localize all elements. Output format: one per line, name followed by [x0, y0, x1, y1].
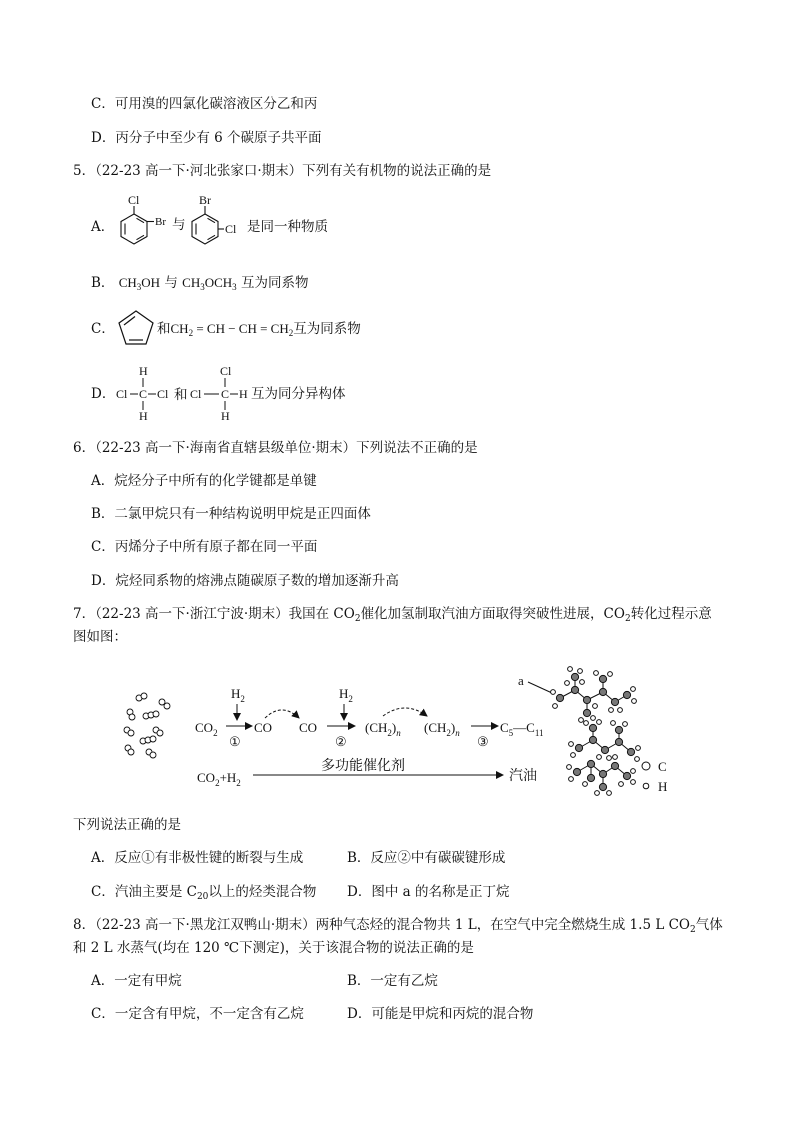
gasoline-molecules [551, 667, 641, 796]
q6-option-c: C．丙烯分子中所有原子都在同一平面 [91, 539, 318, 555]
svg-text:C: C [658, 759, 667, 774]
svg-text:C: C [221, 387, 230, 401]
q5-c-suffix: 互为同系物 [293, 321, 361, 337]
q5-option-c-text [157, 319, 361, 343]
q5-a-mol2-cl: Cl [225, 222, 237, 236]
q5-a-mid: 与 [172, 217, 186, 233]
q5-option-c-label: C． [91, 321, 115, 337]
q5-b-mid: 与 [164, 275, 178, 291]
q8-stem-line1: 8．（22-23 高一下·黑龙江双鸭山·期末）两种气态烃的混合物共 1 L，在空气中完全燃烧生成 1.5 L $CO_2$气体 [73, 917, 723, 935]
q5-c-formula: $CH_2$ = CH − CH = $CH_2$ [170, 321, 294, 338]
q5-option-a-text: 是同一种物质 [247, 219, 328, 235]
q6-stem: 6．（22-23 高一下·海南省直辖县级单位·期末）下列说法不正确的是 [73, 440, 478, 456]
svg-text:②: ② [335, 734, 347, 749]
svg-text:CO2+H2: $CO_2+H_2$ [197, 770, 241, 788]
svg-text:Cl: Cl [116, 387, 128, 401]
q7-lead: 下列说法正确的是 [73, 817, 181, 833]
q5-c-mid: 和 [157, 321, 171, 337]
cyclopentadiene-ring [114, 306, 158, 350]
q5-option-a-structures [112, 192, 252, 256]
co2-h2-molecules [124, 693, 170, 758]
svg-text:H2: $H_2$ [339, 686, 353, 704]
svg-text:H: H [139, 364, 148, 378]
q5-b-label: B． [91, 275, 115, 291]
svg-text:和: 和 [174, 387, 188, 403]
svg-text:H: H [239, 387, 248, 401]
svg-text:C: C [139, 387, 148, 401]
q4-option-d: D．丙分子中至少有 6 个碳原子共平面 [91, 130, 322, 146]
q7-option-d: D．图中 a 的名称是正丁烷 [347, 884, 510, 900]
q5-stem: 5．（22-23 高一下·河北张家口·期末）下列有关有机物的说法正确的是 [73, 163, 492, 179]
q5-option-d-label: D． [91, 386, 116, 402]
svg-text:汽油: 汽油 [509, 768, 537, 784]
q6-option-d: D．烷烃同系物的熔沸点随碳原子数的增加逐渐升高 [91, 573, 399, 589]
q5-option-a-label: A． [91, 219, 115, 235]
svg-text:Cl: Cl [157, 387, 169, 401]
q7-option-a: A．反应①有非极性键的断裂与生成 [91, 850, 304, 866]
benzene-ring-2 [192, 206, 224, 244]
svg-text:Cl: Cl [220, 364, 232, 378]
svg-text:多功能催化剂: 多功能催化剂 [321, 758, 405, 774]
svg-text:H: H [658, 779, 668, 794]
q5-b-text: 互为同系物 [240, 275, 309, 291]
q8-stem-line2: 和 2 L 水蒸气(均在 120 ℃下测定)，关于该混合物的说法正确的是 [73, 940, 474, 956]
overall-reaction [197, 757, 537, 788]
carbon-legend-icon [642, 762, 650, 770]
q5-a-mol1-cl: Cl [128, 193, 140, 207]
q5-b-formula-1: $CH_3OH$ [118, 275, 161, 292]
q5-option-b [91, 273, 308, 297]
svg-text:CO: CO [254, 720, 273, 735]
q7-stem-line1: 7．（22-23 高一下·浙江宁波·期末）我国在 $CO_2$催化加氢制取汽油方面取得突破性进展，$CO_2$转化过程示意 [73, 606, 712, 624]
svg-text:CO2: $CO_2$ [195, 720, 218, 738]
q5-a-mol1-br: Br [155, 216, 166, 228]
svg-text:H: H [139, 409, 148, 423]
reaction-sequence [195, 686, 544, 749]
co2-conversion-diagram [115, 660, 685, 805]
q7-stem-line2: 图如图： [73, 629, 127, 645]
svg-text:Cl: Cl [190, 387, 202, 401]
q8-option-d: D．可能是甲烷和丙烷的混合物 [347, 1006, 534, 1022]
q8-option-a: A．一定有甲烷 [91, 973, 182, 989]
svg-text:H2: $H_2$ [231, 686, 245, 704]
label-a: a [518, 673, 524, 688]
svg-text:CO: CO [299, 720, 318, 735]
q5-option-d-structures [113, 362, 261, 424]
benzene-ring-1 [121, 206, 154, 244]
q7-option-c: C．汽油主要是 $C_{20}$以上的烃类混合物 [91, 884, 317, 902]
svg-text:C5—C11: $C_5—C_{11}$ [500, 720, 544, 738]
svg-text:H: H [221, 409, 230, 423]
hydrogen-legend-icon [643, 783, 649, 789]
q8-option-c: C．一定含有甲烷，不一定含有乙烷 [91, 1006, 304, 1022]
q6-option-a: A．烷烃分子中所有的化学键都是单键 [91, 473, 317, 489]
q6-option-b: B．二氯甲烷只有一种结构说明甲烷是正四面体 [91, 506, 371, 522]
q8-option-b: B．一定有乙烷 [347, 973, 438, 989]
q5-option-d-text: 互为同分异构体 [251, 386, 346, 402]
q5-a-mol2-br: Br [199, 193, 211, 207]
q4-option-c: C．可用溴的四氯化碳溶液区分乙和丙 [91, 96, 318, 112]
svg-text:(CH2)n: $(CH_2)_n$ [424, 720, 460, 738]
q7-option-b: B．反应②中有碳碳键形成 [347, 850, 506, 866]
atom-legend [642, 759, 667, 794]
q5-b-formula-2: $CH_3OCH_3$ [182, 275, 237, 292]
svg-text:(CH2)n: $(CH_2)_n$ [365, 720, 401, 738]
svg-text:③: ③ [477, 734, 489, 749]
svg-text:①: ① [229, 734, 241, 749]
